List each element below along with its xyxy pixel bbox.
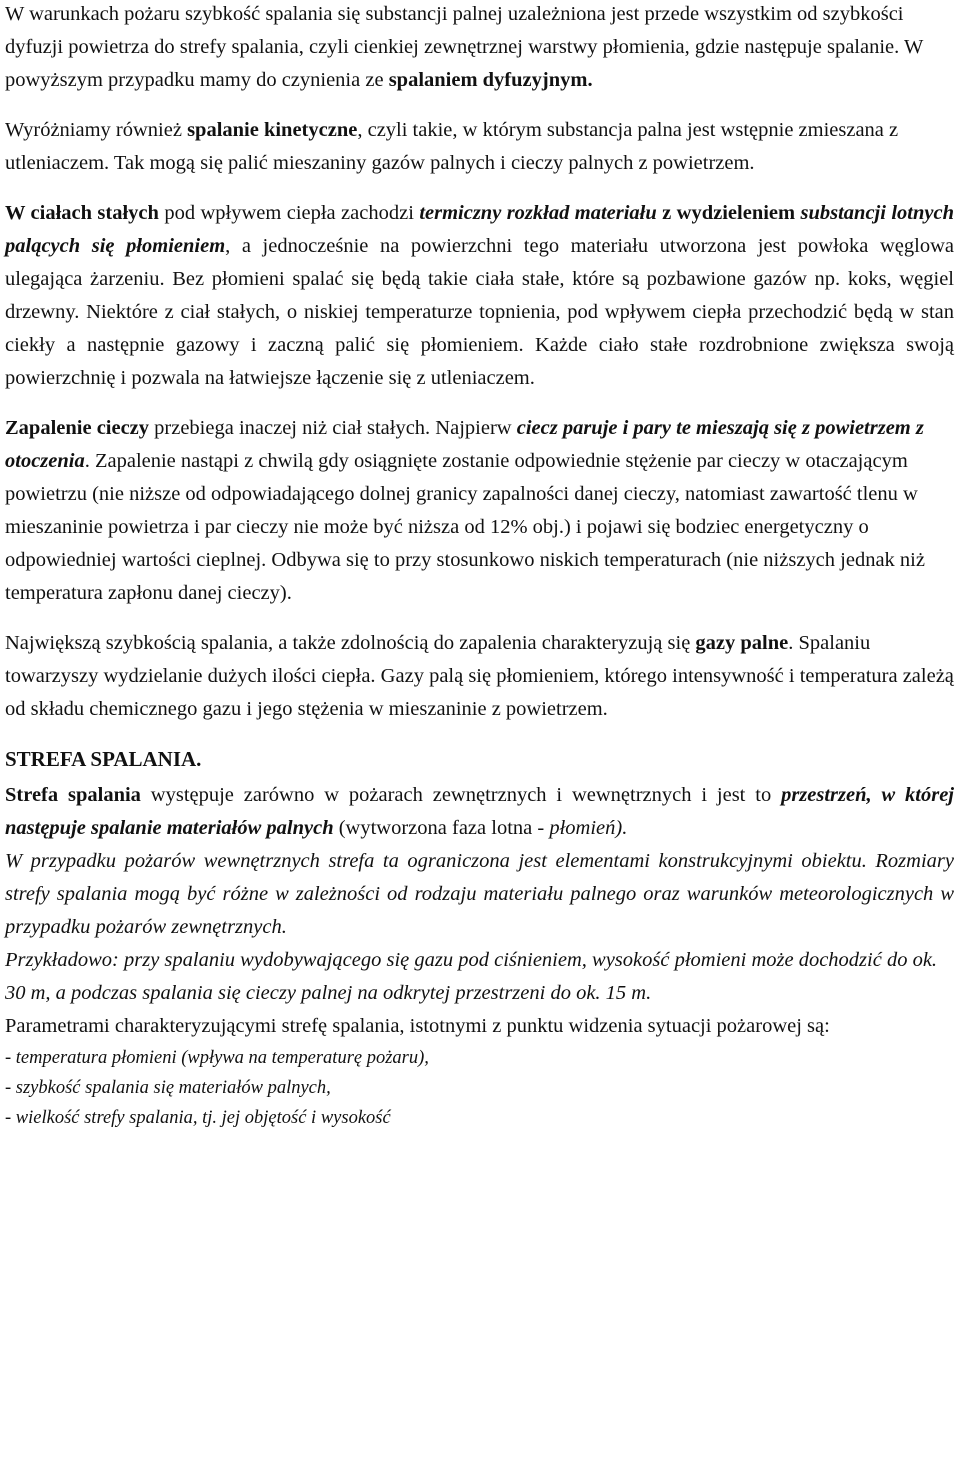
italic-term: płomień). [549, 817, 628, 839]
text: W warunkach pożaru szybkość spalania się substancji palnej uzależniona jest przede wszystkim od szybkości dyfuzji powietrza do strefy spalania, czyli cienkiej zewnętrznej warstwy płomienia, gdzie następuje spalanie. W powyższym przypadku mamy do czynienia ze [5, 3, 923, 91]
bold-italic-term: substancji lotnych palących się płomieniem [5, 202, 954, 257]
list-item: - szybkość spalania się materiałów palnych, [5, 1078, 331, 1098]
text: (wytworzona faza lotna - [333, 817, 550, 839]
text: przebiega inaczej niż ciał stałych. Najpierw [149, 417, 517, 439]
paragraph-internal-fires: W przypadku pożarów wewnętrznych strefa ta ograniczona jest elementami konstrukcyjnymi obiektu. Rozmiary strefy spalania mogą być różne w zależności od rodzaju materiału palnego oraz warunków meteorologicznych w przypadku pożarów zewnętrznych. [5, 850, 954, 938]
parameter-list [5, 1043, 954, 1133]
bold-term-liquids: Zapalenie cieczy [5, 417, 150, 439]
bold-italic-term: przestrzeń, w której następuje spalanie materiałów palnych [5, 784, 954, 839]
text: z [656, 202, 677, 224]
paragraph-gases [5, 627, 954, 726]
paragraph-combustion-zone [5, 779, 954, 845]
text: występuje zarówno w pożarach zewnętrznych i wewnętrznych i jest to [140, 784, 782, 806]
text: Wyróżniamy również [5, 119, 188, 141]
bold-term: wydzieleniem [676, 202, 796, 224]
list-item: - wielkość strefy spalania, tj. jej objętość i wysokość [5, 1108, 391, 1128]
list-item: - temperatura płomieni (wpływa na temperaturę pożaru), [5, 1048, 429, 1068]
bold-italic-term: ciecz paruje i pary te mieszają się z powietrzem z otoczenia [5, 417, 924, 472]
paragraph-solids [5, 197, 954, 395]
text: pod wpływem ciepła zachodzi [158, 202, 420, 224]
bold-italic-term: termiczny rozkład materiału [419, 202, 657, 224]
paragraph-parameters: Parametrami charakteryzującymi strefę spalania, istotnymi z punktu widzenia sytuacji pożarowej są: [5, 1015, 830, 1037]
paragraph-example: Przykładowo: przy spalaniu wydobywającego się gazu pod ciśnieniem, wysokość płomieni może dochodzić do ok. 30 m, a podczas spalania się cieczy palnej na odkrytej przestrzeni do ok. 15 m. [5, 949, 938, 1004]
paragraph-diffusion [5, 0, 954, 97]
bold-term-kinetic: spalanie kinetyczne [187, 119, 358, 141]
text: Największą szybkością spalania, a także zdolnością do zapalenia charakteryzują się [5, 632, 696, 654]
bold-term-gases: gazy palne [695, 632, 789, 654]
bold-term-solids: W ciałach stałych [5, 202, 159, 224]
paragraph-kinetic [5, 114, 954, 180]
text: , a jednocześnie na powierzchni tego materiału utworzona jest powłoka węglowa ulegająca żarzeniu. Bez płomieni spalać się będą takie ciała stałe, które są pozbawione gazów np. koks, węgiel drzewny. Niektóre z ciał stałych, o niskiej temperaturze topnienia, pod wpływem ciepła przechodzić będą w stan ciekły a następnie gazowy i zaczną palić się płomieniem. Każde ciało stałe rozdrobnione zwiększa swoją powierzchnię i pozwala na łatwiejsze łączenie się z utleniaczem. [5, 235, 954, 389]
text: . Zapalenie nastąpi z chwilą gdy osiągnięte zostanie odpowiednie stężenie par cieczy w otaczającym powietrzu (nie niższe od odpowiadającego dolnej granicy zapalności danej cieczy, natomiast zawartość tlenu w mieszaninie powietrza i par cieczy nie może być niższa od 12% obj.) i pojawi się bodziec energetyczny o odpowiedniej wartości cieplnej. Odbywa się to przy stosunkowo niskich temperaturach (nie niższych jednak niż temperatura zapłonu danej cieczy). [5, 450, 925, 604]
bold-term-zone: Strefa spalania [5, 784, 141, 806]
text: . Spalaniu towarzyszy wydzielanie dużych ilości ciepła. Gazy palą się płomieniem, którego intensywność i temperatura zależą od składu chemicznego gazu i jego stężenia w mieszaninie z powietrzem. [5, 632, 954, 720]
section-heading: STREFA SPALANIA. [5, 747, 202, 771]
bold-term-diffusion: spalaniem dyfuzyjnym. [388, 69, 593, 91]
text: , czyli takie, w którym substancja palna jest wstępnie zmieszana z utleniaczem. Tak mogą się palić mieszaniny gazów palnych i cieczy palnych z powietrzem. [5, 119, 899, 174]
paragraph-liquids [5, 412, 954, 610]
